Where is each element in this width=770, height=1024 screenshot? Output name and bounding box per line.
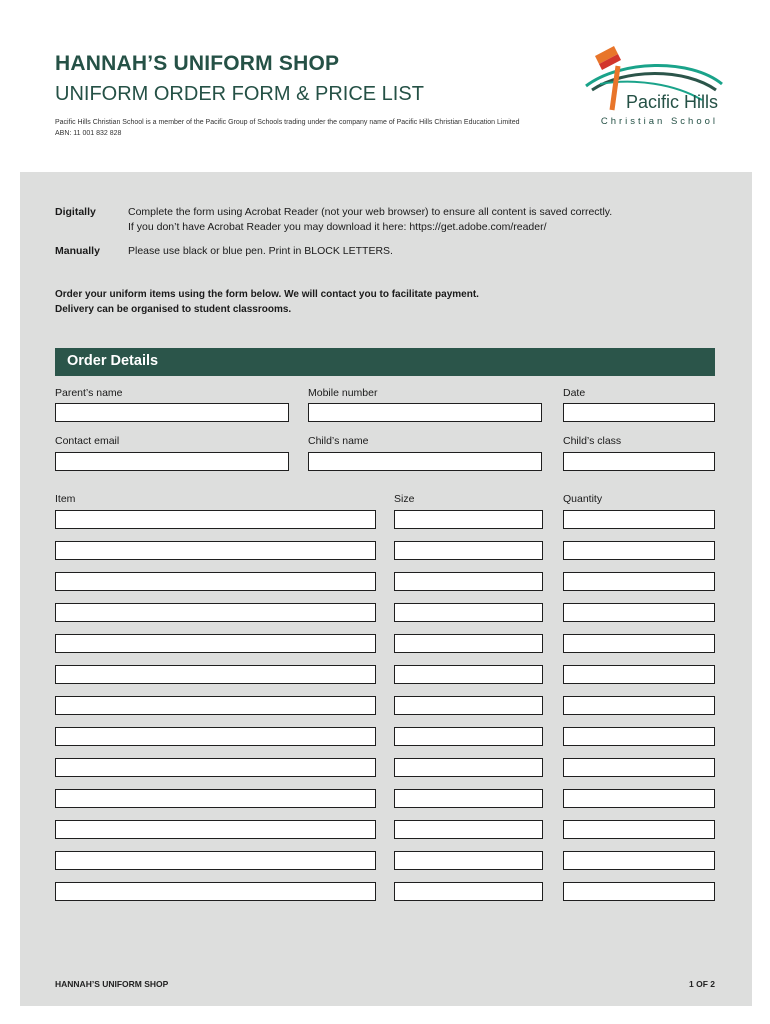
size-field[interactable] xyxy=(394,634,543,653)
size-field[interactable] xyxy=(394,510,543,529)
size-field[interactable] xyxy=(394,820,543,839)
digitally-instructions xyxy=(128,205,612,235)
item-field[interactable] xyxy=(55,882,376,901)
quantity-field[interactable] xyxy=(563,665,715,684)
date-field[interactable] xyxy=(563,403,715,422)
item-field[interactable] xyxy=(55,572,376,591)
manually-label: Manually xyxy=(55,245,100,257)
company-note xyxy=(55,117,520,139)
quantity-field[interactable] xyxy=(563,851,715,870)
date-label: Date xyxy=(563,387,586,399)
size-field[interactable] xyxy=(394,665,543,684)
quantity-field[interactable] xyxy=(563,541,715,560)
child-class-field[interactable] xyxy=(563,452,715,471)
item-field[interactable] xyxy=(55,665,376,684)
quantity-field[interactable] xyxy=(563,696,715,715)
size-field[interactable] xyxy=(394,789,543,808)
contact-email-field[interactable] xyxy=(55,452,289,471)
quantity-field[interactable] xyxy=(563,727,715,746)
size-field[interactable] xyxy=(394,758,543,777)
child-name-label: Child’s name xyxy=(308,435,369,447)
quantity-column-header: Quantity xyxy=(563,493,603,505)
item-column-header: Item xyxy=(55,493,76,505)
size-field[interactable] xyxy=(394,696,543,715)
order-note-line-2: Delivery can be organised to student classrooms. xyxy=(55,303,292,315)
item-field[interactable] xyxy=(55,510,376,529)
page-number: 1 OF 2 xyxy=(689,979,715,989)
size-field[interactable] xyxy=(394,541,543,560)
order-note xyxy=(55,288,479,317)
quantity-field[interactable] xyxy=(563,789,715,808)
size-field[interactable] xyxy=(394,603,543,622)
digitally-line-2: If you don’t have Acrobat Reader you may download it here: https://get.adobe.com/reader/ xyxy=(128,221,547,233)
child-class-label: Child’s class xyxy=(563,435,622,447)
item-field[interactable] xyxy=(55,727,376,746)
size-field[interactable] xyxy=(394,851,543,870)
quantity-field[interactable] xyxy=(563,510,715,529)
quantity-field[interactable] xyxy=(563,572,715,591)
item-field[interactable] xyxy=(55,634,376,653)
item-field[interactable] xyxy=(55,541,376,560)
page-subtitle: UNIFORM ORDER FORM & PRICE LIST xyxy=(55,83,424,105)
membership-note: Pacific Hills Christian School is a member of the Pacific Group of Schools trading under the company name of Pacific Hills Christian Education Limited xyxy=(55,119,520,126)
item-field[interactable] xyxy=(55,758,376,777)
parent-name-field[interactable] xyxy=(55,403,289,422)
digitally-label: Digitally xyxy=(55,206,96,218)
abn-number: ABN: 11 001 832 828 xyxy=(55,130,122,137)
contact-email-label: Contact email xyxy=(55,435,120,447)
item-field[interactable] xyxy=(55,820,376,839)
order-details-heading: Order Details xyxy=(67,353,159,369)
mobile-number-field[interactable] xyxy=(308,403,542,422)
item-field[interactable] xyxy=(55,851,376,870)
digitally-line-1: Complete the form using Acrobat Reader (not your web browser) to ensure all content is saved correctly. xyxy=(128,206,613,218)
order-note-line-1: Order your uniform items using the form below. We will contact you to facilitate payment. xyxy=(55,289,479,300)
order-details-header xyxy=(55,348,715,376)
size-column-header: Size xyxy=(394,493,415,505)
logo-subtitle: Christian School xyxy=(600,116,718,127)
quantity-field[interactable] xyxy=(563,820,715,839)
logo-name: Pacific Hills xyxy=(625,92,718,112)
manually-instructions: Please use black or blue pen. Print in BLOCK LETTERS. xyxy=(128,245,393,257)
quantity-field[interactable] xyxy=(563,634,715,653)
size-field[interactable] xyxy=(394,572,543,591)
quantity-field[interactable] xyxy=(563,758,715,777)
item-field[interactable] xyxy=(55,789,376,808)
page-title: HANNAH’S UNIFORM SHOP xyxy=(55,52,340,75)
item-field[interactable] xyxy=(55,603,376,622)
mobile-number-label: Mobile number xyxy=(308,387,378,399)
footer-shop-name: HANNAH’S UNIFORM SHOP xyxy=(55,979,169,989)
size-field[interactable] xyxy=(394,882,543,901)
child-name-field[interactable] xyxy=(308,452,542,471)
parent-name-label: Parent’s name xyxy=(55,387,123,399)
quantity-field[interactable] xyxy=(563,882,715,901)
item-field[interactable] xyxy=(55,696,376,715)
quantity-field[interactable] xyxy=(563,603,715,622)
size-field[interactable] xyxy=(394,727,543,746)
